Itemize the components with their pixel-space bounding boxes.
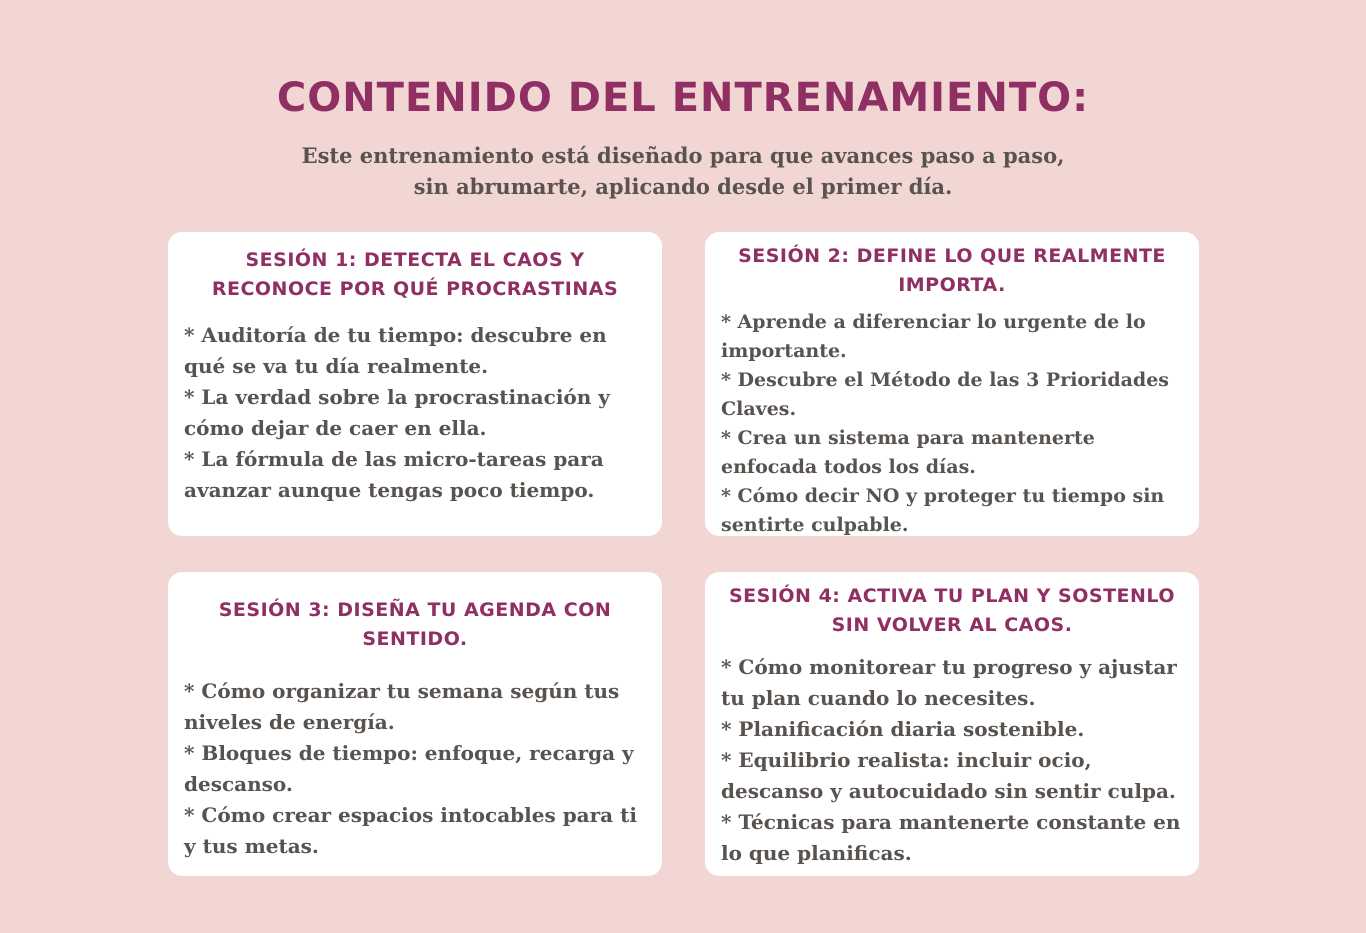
- session-4-items: [721, 652, 1183, 869]
- session-2-item: * Cómo decir NO y proteger tu tiempo sin sentirte culpable.: [721, 485, 1165, 536]
- session-2-item: * Descubre el Método de las 3 Prioridades Claves.: [721, 369, 1170, 420]
- session-card-4: [705, 572, 1199, 876]
- session-4-title: SESIÓN 4: ACTIVA TU PLAN Y SOSTENLO SIN VOLVER AL CAOS.: [728, 585, 1175, 636]
- session-card-2: [705, 232, 1199, 536]
- session-4-item: * Técnicas para mantenerte constante en lo que planificas.: [721, 810, 1181, 865]
- session-1-items: [184, 320, 646, 506]
- session-2-item: * Aprende a diferenciar lo urgente de lo importante.: [721, 311, 1146, 362]
- session-2-item: * Crea un sistema para mantenerte enfocada todos los días.: [721, 427, 1095, 478]
- page-title: CONTENIDO DEL ENTRENAMIENTO:: [276, 75, 1090, 121]
- session-1-title: SESIÓN 1: DETECTA EL CAOS Y RECONOCE POR QUÉ PROCRASTINAS: [211, 249, 619, 300]
- session-1-item: * Auditoría de tu tiempo: descubre en qué se va tu día realmente.: [184, 323, 607, 378]
- session-2-items: [721, 308, 1183, 536]
- session-2-title: SESIÓN 2: DEFINE LO QUE REALMENTE IMPORTA.: [738, 245, 1166, 296]
- session-1-item: * La fórmula de las micro-tareas para avanzar aunque tengas poco tiempo.: [184, 447, 604, 502]
- session-3-title: SESIÓN 3: DISEÑA TU AGENDA CON SENTIDO.: [218, 599, 612, 650]
- session-3-item: * Cómo crear espacios intocables para ti y tus metas.: [184, 803, 637, 858]
- session-1-item: * La verdad sobre la procrastinación y cómo dejar de caer en ella.: [184, 385, 610, 440]
- session-4-item: * Equilibrio realista: incluir ocio, descanso y autocuidado sin sentir culpa.: [721, 748, 1176, 803]
- session-3-item: * Cómo organizar tu semana según tus niveles de energía.: [184, 679, 620, 734]
- session-4-item: * Planificación diaria sostenible.: [721, 717, 1085, 741]
- page-subtitle: Este entrenamiento está diseñado para que avances paso a paso, sin abrumarte, aplicando desde el primer día.: [301, 143, 1065, 199]
- session-4-item: * Cómo monitorear tu progreso y ajustar tu plan cuando lo necesites.: [721, 655, 1177, 710]
- session-3-items: [184, 676, 646, 862]
- session-card-3: [168, 572, 662, 876]
- session-card-1: [168, 232, 662, 536]
- session-3-item: * Bloques de tiempo: enfoque, recarga y descanso.: [184, 741, 634, 796]
